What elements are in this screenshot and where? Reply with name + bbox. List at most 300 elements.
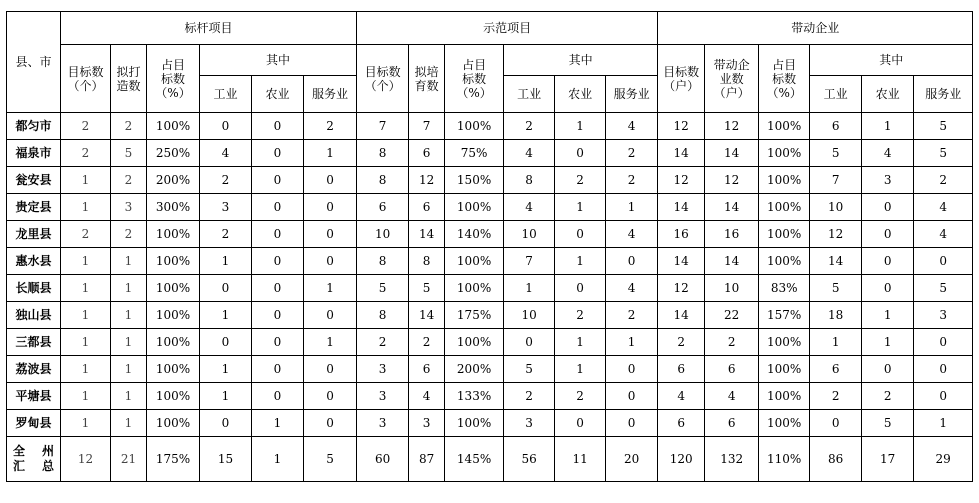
table-cell: 100% (147, 275, 200, 302)
table-cell: 0 (252, 167, 304, 194)
table-cell: 4 (914, 194, 973, 221)
table-cell: 0 (252, 221, 304, 248)
table-cell: 100% (445, 410, 504, 437)
header-driven-enterprises: 带动企业 (658, 12, 973, 45)
total-label-line: 汇 总 (13, 459, 54, 473)
table-cell: 0 (304, 194, 357, 221)
table-cell: 100% (445, 113, 504, 140)
table-cell: 14 (658, 140, 705, 167)
table-cell: 1 (606, 194, 658, 221)
table-cell: 1 (111, 383, 147, 410)
total-cell: 17 (862, 437, 914, 482)
table-cell: 100% (759, 140, 810, 167)
county-name: 独山县 (7, 302, 61, 329)
table-cell: 100% (147, 410, 200, 437)
county-name: 三都县 (7, 329, 61, 356)
table-cell: 2 (304, 113, 357, 140)
table-cell: 0 (504, 329, 555, 356)
header-g3-agriculture: 农业 (862, 76, 914, 113)
table-cell: 1 (61, 302, 111, 329)
table-cell: 1 (111, 248, 147, 275)
table-cell: 0 (606, 410, 658, 437)
table-cell: 100% (759, 167, 810, 194)
table-cell: 1 (111, 410, 147, 437)
table-cell: 14 (705, 194, 759, 221)
table-cell: 100% (445, 329, 504, 356)
total-cell: 175% (147, 437, 200, 482)
table-cell: 3 (357, 410, 409, 437)
header-g1-breakdown: 其中 (200, 45, 357, 76)
header-g2-breakdown: 其中 (504, 45, 658, 76)
table-row (7, 221, 973, 248)
county-name: 贵定县 (7, 194, 61, 221)
header-line: 造数 (116, 78, 141, 93)
table-cell: 0 (304, 248, 357, 275)
table-cell: 5 (504, 356, 555, 383)
table-cell: 2 (606, 140, 658, 167)
total-cell: 110% (759, 437, 810, 482)
header-g1-service: 服务业 (304, 76, 357, 113)
table-cell: 100% (759, 356, 810, 383)
table-cell: 175% (445, 302, 504, 329)
table-cell: 2 (504, 113, 555, 140)
table-cell: 12 (658, 167, 705, 194)
table-cell: 8 (409, 248, 445, 275)
table-cell: 8 (357, 167, 409, 194)
table-cell: 1 (555, 356, 606, 383)
table-cell: 4 (862, 140, 914, 167)
total-cell: 12 (61, 437, 111, 482)
county-name: 龙里县 (7, 221, 61, 248)
table-cell: 0 (200, 113, 252, 140)
table-cell: 0 (200, 275, 252, 302)
table-row (7, 275, 973, 302)
table-cell: 0 (304, 221, 357, 248)
table-cell: 157% (759, 302, 810, 329)
header-benchmark-projects: 标杆项目 (61, 12, 357, 45)
county-name: 瓮安县 (7, 167, 61, 194)
table-cell: 2 (200, 221, 252, 248)
table-cell: 0 (555, 275, 606, 302)
table-cell: 0 (252, 329, 304, 356)
table-row (7, 410, 973, 437)
header-g3-service: 服务业 (914, 76, 973, 113)
header-line: 带动企 (713, 57, 750, 72)
table-cell: 5 (862, 410, 914, 437)
total-cell: 15 (200, 437, 252, 482)
table-cell: 140% (445, 221, 504, 248)
table-cell: 133% (445, 383, 504, 410)
table-cell: 6 (357, 194, 409, 221)
table-cell: 7 (357, 113, 409, 140)
table-header (7, 12, 973, 113)
table-cell: 6 (409, 194, 445, 221)
table-cell: 6 (409, 140, 445, 167)
table-cell: 14 (658, 194, 705, 221)
table-cell: 1 (111, 329, 147, 356)
table-cell: 10 (357, 221, 409, 248)
table-cell: 5 (914, 275, 973, 302)
table-cell: 2 (357, 329, 409, 356)
total-cell: 60 (357, 437, 409, 482)
header-g2-plan (409, 45, 445, 113)
table-cell: 2 (914, 167, 973, 194)
table-cell: 1 (504, 275, 555, 302)
county-name: 福泉市 (7, 140, 61, 167)
table-cell: 2 (61, 113, 111, 140)
table-cell: 0 (606, 356, 658, 383)
table-cell: 2 (61, 140, 111, 167)
table-row (7, 329, 973, 356)
header-g1-target (61, 45, 111, 113)
table-cell: 0 (252, 194, 304, 221)
table-cell: 100% (759, 383, 810, 410)
table-cell: 3 (357, 356, 409, 383)
table-cell: 0 (555, 221, 606, 248)
total-cell: 29 (914, 437, 973, 482)
table-cell: 75% (445, 140, 504, 167)
header-line: 目标数 (364, 64, 401, 79)
table-cell: 3 (862, 167, 914, 194)
table-row (7, 194, 973, 221)
table-cell: 3 (111, 194, 147, 221)
header-line: 目标数 (663, 64, 700, 79)
table-cell: 1 (862, 302, 914, 329)
header-line: （个） (67, 78, 104, 93)
table-cell: 300% (147, 194, 200, 221)
table-cell: 1 (606, 329, 658, 356)
table-cell: 18 (810, 302, 862, 329)
total-label-line: 全 州 (13, 444, 54, 458)
header-g2-agriculture: 农业 (555, 76, 606, 113)
table-cell: 100% (147, 302, 200, 329)
table-cell: 5 (914, 113, 973, 140)
table-cell: 4 (606, 221, 658, 248)
table-cell: 14 (409, 221, 445, 248)
total-label (7, 437, 61, 482)
county-name: 长顺县 (7, 275, 61, 302)
table-cell: 1 (61, 356, 111, 383)
table-cell: 5 (357, 275, 409, 302)
table-cell: 6 (810, 113, 862, 140)
table-cell: 100% (147, 356, 200, 383)
table-cell: 1 (810, 329, 862, 356)
table-cell: 100% (759, 410, 810, 437)
header-g1-plan (111, 45, 147, 113)
table-cell: 1 (252, 410, 304, 437)
header-g1-percent (147, 45, 200, 113)
total-cell: 56 (504, 437, 555, 482)
header-line: 占目 (160, 57, 185, 72)
table-cell: 1 (61, 167, 111, 194)
header-g3-industry: 工业 (810, 76, 862, 113)
table-cell: 12 (409, 167, 445, 194)
table-cell: 0 (862, 275, 914, 302)
total-row (7, 437, 973, 482)
table-cell: 2 (606, 167, 658, 194)
table-cell: 12 (658, 113, 705, 140)
table-row (7, 383, 973, 410)
table-cell: 4 (658, 383, 705, 410)
table-cell: 12 (810, 221, 862, 248)
table-cell: 8 (357, 140, 409, 167)
table-cell: 4 (409, 383, 445, 410)
table-cell: 2 (810, 383, 862, 410)
header-line: 拟打 (116, 64, 141, 79)
table-cell: 1 (200, 383, 252, 410)
table-cell: 2 (409, 329, 445, 356)
table-row (7, 113, 973, 140)
table-cell: 6 (810, 356, 862, 383)
table-cell: 1 (555, 194, 606, 221)
table-cell: 2 (61, 221, 111, 248)
table-cell: 8 (504, 167, 555, 194)
table-cell: 0 (862, 356, 914, 383)
table-cell: 7 (504, 248, 555, 275)
table-cell: 0 (862, 194, 914, 221)
table-cell: 1 (61, 329, 111, 356)
table-cell: 0 (252, 140, 304, 167)
table-cell: 14 (409, 302, 445, 329)
table-cell: 3 (409, 410, 445, 437)
table-cell: 2 (555, 167, 606, 194)
table-cell: 100% (445, 275, 504, 302)
header-line: 标数 (772, 71, 797, 86)
table-cell: 1 (111, 275, 147, 302)
table-cell: 3 (504, 410, 555, 437)
table-cell: 10 (504, 302, 555, 329)
table-cell: 1 (200, 356, 252, 383)
table-cell: 1 (61, 248, 111, 275)
table-cell: 2 (862, 383, 914, 410)
table-cell: 10 (705, 275, 759, 302)
table-cell: 14 (705, 248, 759, 275)
table-cell: 250% (147, 140, 200, 167)
table-cell: 16 (705, 221, 759, 248)
table-cell: 100% (759, 329, 810, 356)
county-name: 罗甸县 (7, 410, 61, 437)
table-cell: 1 (304, 140, 357, 167)
table-cell: 0 (304, 383, 357, 410)
table-cell: 2 (111, 113, 147, 140)
table-cell: 4 (504, 140, 555, 167)
table-cell: 5 (111, 140, 147, 167)
total-cell: 120 (658, 437, 705, 482)
header-line: （%） (456, 85, 492, 100)
header-line: （%） (766, 85, 802, 100)
table-cell: 0 (252, 275, 304, 302)
table-cell: 6 (409, 356, 445, 383)
county-name: 都匀市 (7, 113, 61, 140)
table-cell: 6 (705, 410, 759, 437)
header-line: （个） (364, 78, 401, 93)
table-cell: 1 (555, 329, 606, 356)
table-row (7, 356, 973, 383)
table-row (7, 140, 973, 167)
table-cell: 1 (304, 329, 357, 356)
table-cell: 0 (200, 410, 252, 437)
table-cell: 2 (111, 221, 147, 248)
total-cell: 86 (810, 437, 862, 482)
table-cell: 8 (357, 302, 409, 329)
table-cell: 3 (357, 383, 409, 410)
header-line: 育数 (414, 78, 439, 93)
table-cell: 6 (658, 356, 705, 383)
header-line: 占目 (462, 57, 487, 72)
table-cell: 12 (705, 167, 759, 194)
table-cell: 7 (810, 167, 862, 194)
table-cell: 0 (304, 302, 357, 329)
table-cell: 2 (504, 383, 555, 410)
table-cell: 200% (147, 167, 200, 194)
table-body (7, 113, 973, 482)
table-cell: 4 (914, 221, 973, 248)
table-cell: 0 (810, 410, 862, 437)
table-cell: 12 (658, 275, 705, 302)
table-cell: 100% (147, 221, 200, 248)
table-cell: 7 (409, 113, 445, 140)
table-cell: 2 (606, 302, 658, 329)
table-cell: 1 (111, 356, 147, 383)
table-cell: 2 (705, 329, 759, 356)
table-cell: 0 (304, 356, 357, 383)
header-line: 标数 (160, 71, 185, 86)
header-line: 业数 (719, 71, 744, 86)
table-cell: 2 (658, 329, 705, 356)
table-cell: 14 (705, 140, 759, 167)
table-cell: 0 (606, 383, 658, 410)
table-cell: 0 (914, 356, 973, 383)
table-cell: 2 (200, 167, 252, 194)
table-cell: 6 (658, 410, 705, 437)
table-cell: 0 (862, 221, 914, 248)
table-cell: 4 (606, 275, 658, 302)
total-cell: 145% (445, 437, 504, 482)
table-cell: 2 (555, 383, 606, 410)
table-cell: 100% (759, 194, 810, 221)
table-cell: 100% (445, 194, 504, 221)
header-g1-industry: 工业 (200, 76, 252, 113)
table-cell: 1 (914, 410, 973, 437)
header-county: 县、市 (7, 12, 61, 113)
table-cell: 14 (810, 248, 862, 275)
table-cell: 0 (914, 383, 973, 410)
table-cell: 0 (606, 248, 658, 275)
header-g3-percent (759, 45, 810, 113)
table-cell: 100% (147, 329, 200, 356)
table-cell: 1 (61, 194, 111, 221)
header-g3-plan (705, 45, 759, 113)
table-cell: 3 (914, 302, 973, 329)
total-cell: 87 (409, 437, 445, 482)
table-cell: 0 (914, 248, 973, 275)
table-cell: 1 (200, 302, 252, 329)
table-cell: 1 (555, 248, 606, 275)
table-cell: 150% (445, 167, 504, 194)
header-line: （%） (155, 85, 191, 100)
table-cell: 100% (759, 248, 810, 275)
table-cell: 0 (914, 329, 973, 356)
table-cell: 1 (555, 113, 606, 140)
table-cell: 0 (252, 383, 304, 410)
table-row (7, 248, 973, 275)
header-line: 标数 (462, 71, 487, 86)
header-g3-target (658, 45, 705, 113)
table-cell: 200% (445, 356, 504, 383)
header-line: 占目 (772, 57, 797, 72)
table-row (7, 302, 973, 329)
table-cell: 22 (705, 302, 759, 329)
table-cell: 4 (504, 194, 555, 221)
table-cell: 5 (914, 140, 973, 167)
table-cell: 100% (759, 113, 810, 140)
table-cell: 6 (705, 356, 759, 383)
table-cell: 83% (759, 275, 810, 302)
table-cell: 5 (810, 140, 862, 167)
table-cell: 1 (61, 383, 111, 410)
table-cell: 4 (705, 383, 759, 410)
table-cell: 0 (862, 248, 914, 275)
header-g2-target (357, 45, 409, 113)
county-name: 平塘县 (7, 383, 61, 410)
header-g2-percent (445, 45, 504, 113)
table-cell: 1 (111, 302, 147, 329)
county-name: 荔波县 (7, 356, 61, 383)
table-cell: 1 (862, 113, 914, 140)
table-cell: 0 (304, 167, 357, 194)
header-g1-agriculture: 农业 (252, 76, 304, 113)
table-cell: 10 (810, 194, 862, 221)
header-demonstration-projects: 示范项目 (357, 12, 658, 45)
table-cell: 5 (409, 275, 445, 302)
table-cell: 12 (705, 113, 759, 140)
table-cell: 8 (357, 248, 409, 275)
table-cell: 1 (862, 329, 914, 356)
table-cell: 0 (555, 140, 606, 167)
table-cell: 1 (61, 275, 111, 302)
total-cell: 21 (111, 437, 147, 482)
table-cell: 1 (304, 275, 357, 302)
total-cell: 20 (606, 437, 658, 482)
table-cell: 14 (658, 302, 705, 329)
table-cell: 0 (252, 248, 304, 275)
header-g3-breakdown: 其中 (810, 45, 973, 76)
table-cell: 100% (759, 221, 810, 248)
table-cell: 0 (252, 113, 304, 140)
table-cell: 2 (555, 302, 606, 329)
table-cell: 3 (200, 194, 252, 221)
table-cell: 1 (61, 410, 111, 437)
total-cell: 132 (705, 437, 759, 482)
table-row (7, 167, 973, 194)
total-cell: 1 (252, 437, 304, 482)
table-cell: 4 (200, 140, 252, 167)
table-cell: 5 (810, 275, 862, 302)
table-cell: 100% (445, 248, 504, 275)
table-cell: 1 (200, 248, 252, 275)
table-cell: 16 (658, 221, 705, 248)
header-line: （户） (713, 85, 750, 100)
table-cell: 0 (252, 356, 304, 383)
table-cell: 0 (304, 410, 357, 437)
header-line: （户） (663, 78, 700, 93)
table-cell: 100% (147, 383, 200, 410)
table-cell: 0 (200, 329, 252, 356)
table-cell: 100% (147, 248, 200, 275)
table-cell: 0 (555, 410, 606, 437)
table-cell: 2 (111, 167, 147, 194)
header-line: 拟培 (414, 64, 439, 79)
